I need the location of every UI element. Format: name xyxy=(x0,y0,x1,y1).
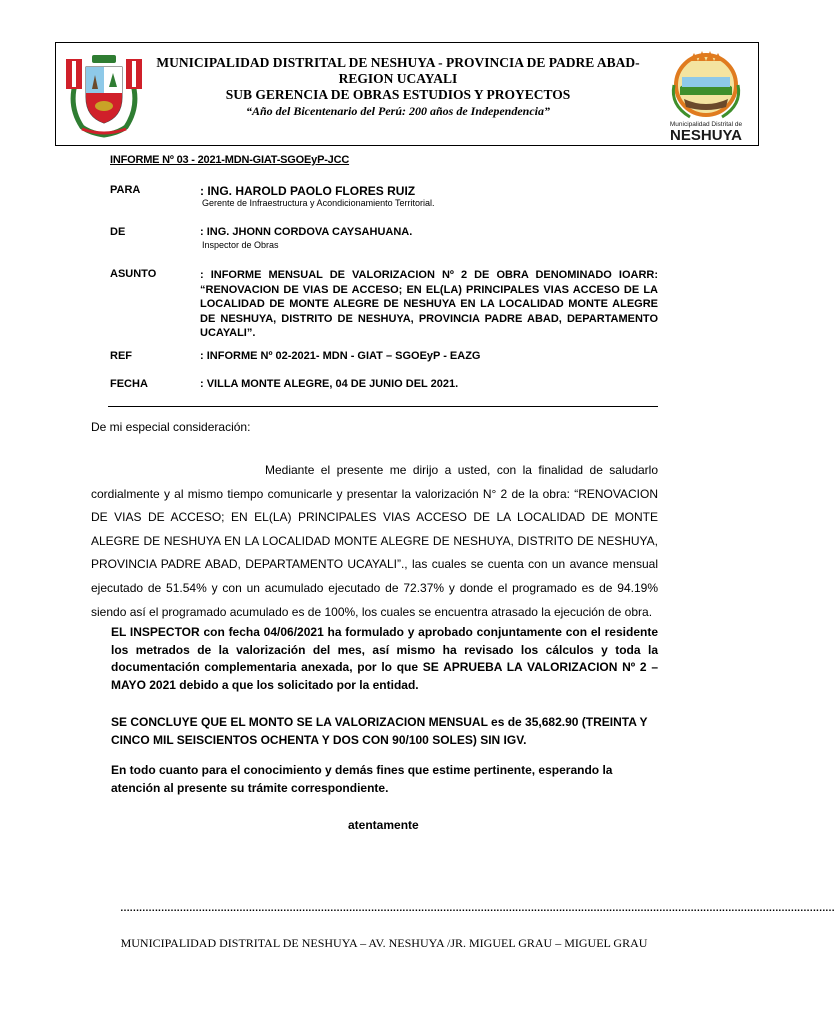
inspector-paragraph: EL INSPECTOR con fecha 04/06/2021 ha formulado y aprobado conjuntamente con el residente los metrados de la valorización del mes, así mismo ha revisado los cálculos y toda la documentación complementaria anexada, por lo que SE APRUEBA LA VALORIZACION Nº 2 – MAYO 2021 debido a que los solicitado por la entidad. xyxy=(111,625,658,692)
para-subtitle: Gerente de Infraestructura y Acondicionamiento Territorial. xyxy=(202,198,435,208)
ref-value: : INFORME Nº 02-2021- MDN - GIAT – SGOEyP - EAZG xyxy=(200,350,481,362)
header-divider xyxy=(108,406,658,407)
ref-label: REF xyxy=(110,350,132,362)
footer-dotted-line: ………………………………………………………………………………………………………………………………………………………………………………………………………… xyxy=(120,903,834,914)
de-subtitle: Inspector de Obras xyxy=(202,240,279,250)
footer-address: MUNICIPALIDAD DISTRITAL DE NESHUYA – AV. NESHUYA /JR. MIGUEL GRAU – MIGUEL GRAU xyxy=(120,936,648,950)
sign-off: atentamente xyxy=(348,818,419,832)
closing-paragraph: En todo cuanto para el conocimiento y demás fines que estime pertinente, esperando la atención al presente su trámite correspondiente. xyxy=(111,763,613,795)
de-label: DE xyxy=(110,226,126,238)
letterhead-line-3: SUB GERENCIA DE OBRAS ESTUDIOS Y PROYECTOS xyxy=(225,87,571,102)
letterhead xyxy=(55,42,759,146)
letterhead-slogan: “Año del Bicentenario del Perú: 200 años de Independencia” xyxy=(246,104,550,118)
conclusion-paragraph: SE CONCLUYE QUE EL MONTO SE LA VALORIZACION MENSUAL es de 35,682.90 (TREINTA Y CINCO MIL SEISCIENTOS OCHENTA Y DOS CON 90/100 SOLES) SIN IGV. xyxy=(111,715,648,747)
para-label: PARA xyxy=(110,184,141,196)
greeting: De mi especial consideración: xyxy=(91,420,251,434)
letterhead-line-1: MUNICIPALIDAD DISTRITAL DE NESHUYA - PROVINCIA DE PADRE ABAD- xyxy=(156,55,640,70)
peru-coat-of-arms-icon xyxy=(64,51,144,137)
asunto-value: : INFORME MENSUAL DE VALORIZACION Nº 2 DE OBRA DENOMINADO IOARR: “RENOVACION DE VIAS DE ACCESO; EN EL(LA) PRINCIPALES VIAS ACCESO DE LA LOCALIDAD DE MONTE ALEGRE DE NESHUYA EN LA LOCALIDAD MONTE ALEGRE DE NESHUYA, DISTRITO DE NESHUYA, PROVINCIA PADRE ABAD, DEPARTAMENTO UCAYALI”. xyxy=(200,269,658,339)
logo-caption-small: Municipalidad Distrital de xyxy=(669,121,743,128)
report-number: INFORME Nº 03 - 2021-MDN-GIAT-SGOEyP-JCC xyxy=(110,154,350,166)
body-paragraph xyxy=(91,459,658,624)
fecha-label: FECHA xyxy=(110,378,148,390)
letterhead-line-2: REGION UCAYALI xyxy=(338,71,458,86)
logo-caption-big: NESHUYA xyxy=(670,127,742,144)
de-value: : ING. JHONN CORDOVA CAYSAHUANA. xyxy=(200,226,413,238)
fecha-value: : VILLA MONTE ALEGRE, 04 DE JUNIO DEL 2021. xyxy=(200,378,459,390)
para-value: : ING. HAROLD PAOLO FLORES RUIZ xyxy=(200,184,416,198)
body-paragraph-text: Mediante el presente me dirijo a usted, con la finalidad de saludarlo cordialmente y al mismo tiempo comunicarle y presentar la valorización N° 2 de la obra: “RENOVACION DE VIAS DE ACCESO; EN EL(LA) PRINCIPALES VIAS ACCESO DE LA LOCALIDAD DE MONTE ALEGRE DE NESHUYA EN LA LOCALIDAD MONTE ALEGRE DE NESHUYA, DISTRITO DE NESHUYA, PROVINCIA PADRE ABAD, DEPARTAMENTO UCAYALI”., las cuales se cuenta con un avance mensual ejecutado de 51.54% y con un acumulado ejecutado de 72.37% y donde el programado es de 94.19% siendo así el programado acumulado es de 100%, los cuales se encuentra atrasado la ejecución de obra. xyxy=(91,463,658,619)
neshuya-municipal-logo xyxy=(660,47,752,143)
asunto-label: ASUNTO xyxy=(110,268,157,280)
letterhead-text xyxy=(148,55,648,119)
